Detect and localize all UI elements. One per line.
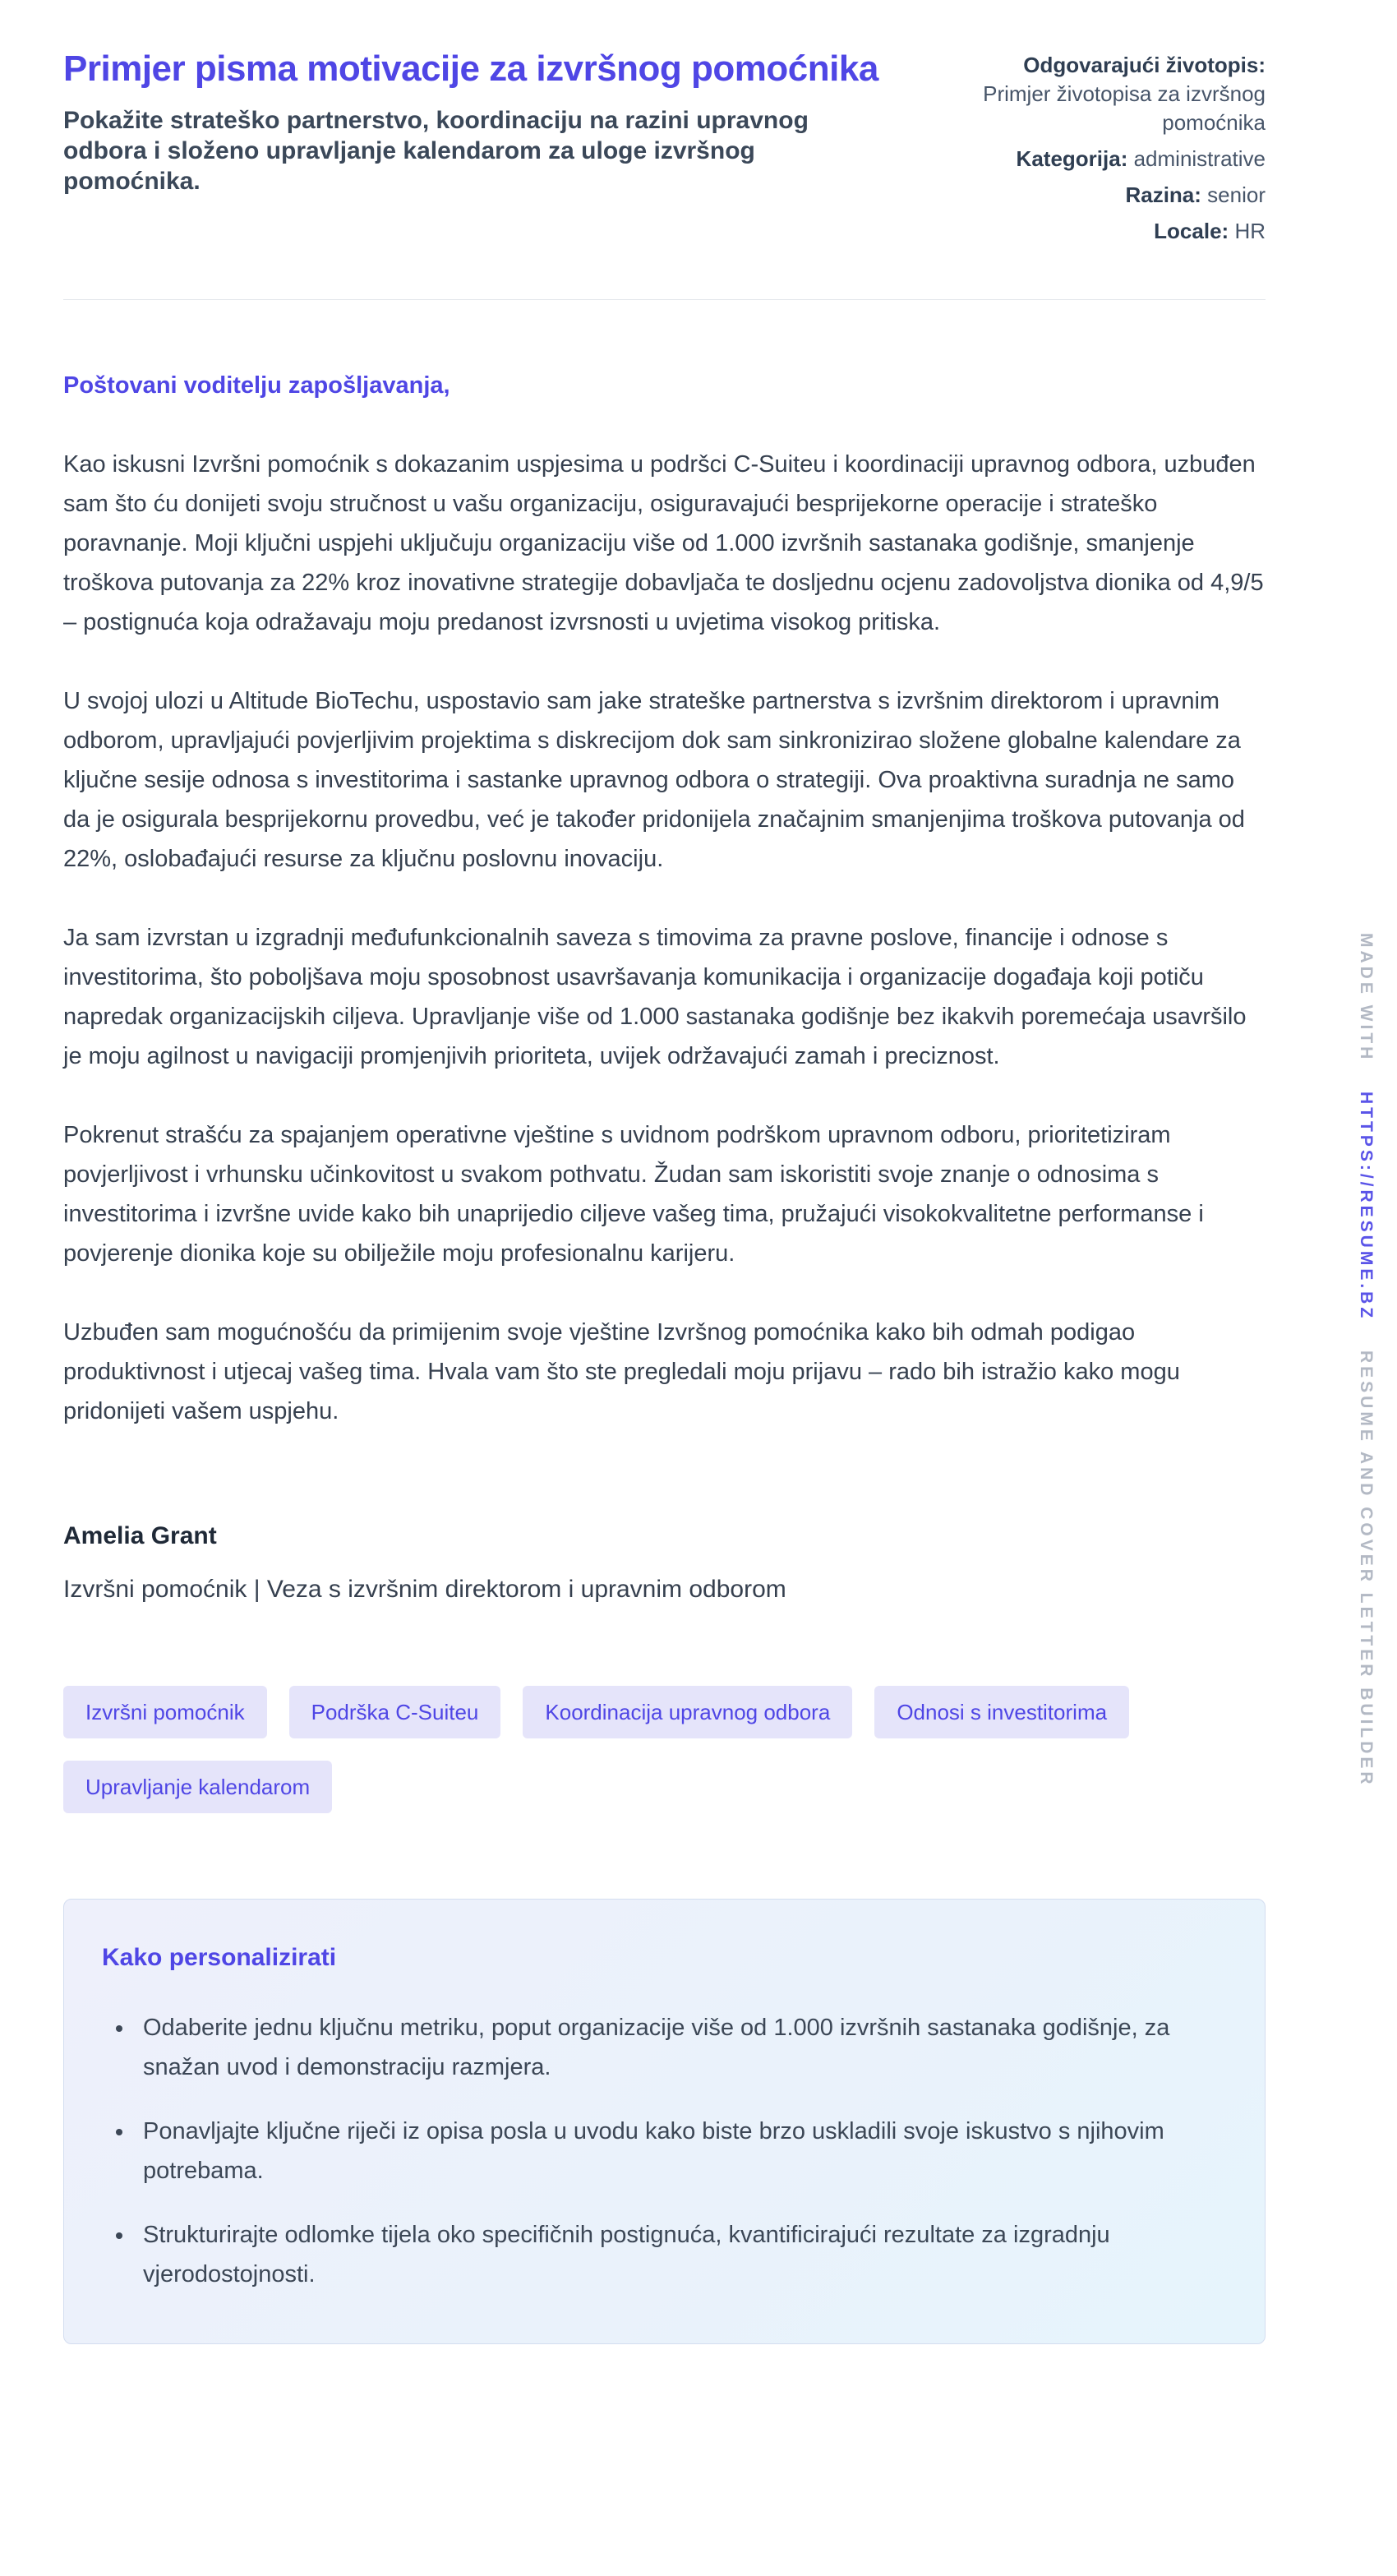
meta-locale-value: HR bbox=[1234, 219, 1266, 243]
letter-paragraph: Pokrenut strašću za spajanjem operativne vještine s uvidnom podrškom upravnom odboru, prioritetiziram povjerljivost i vrhunsku učinkovitost u svakom pothvatu. Žudan sam iskoristiti svoje znanje o odnosima s investitorima i izvršne uvide kako bih unaprijedio ciljeve vašeg tima, pružajući visokokvalitetne performanse i povjerenje dionika koje su obilježile moju profesionalnu karijeru. bbox=[63, 1122, 1204, 1267]
meta-category-value: administrative bbox=[1133, 146, 1266, 171]
tag-list bbox=[63, 1686, 1197, 1813]
tip-item: • Strukturirajte odlomke tijela oko specifičnih postignuća, kvantificirajući rezultate za izgradnju vjerodostojnosti. bbox=[135, 2215, 1227, 2294]
header-divider bbox=[63, 299, 1266, 300]
header bbox=[63, 46, 1266, 253]
signature-block bbox=[63, 1520, 1266, 1607]
signature-role: Izvršni pomoćnik | Veza s izvršnim direktorom i upravnim odborom bbox=[63, 1576, 786, 1603]
tag-chip[interactable]: Izvršni pomoćnik bbox=[63, 1686, 267, 1738]
meta-resume-link[interactable]: Primjer životopisa za izvršnog pomoćnika bbox=[983, 81, 1266, 135]
meta-resume-label: Odgovarajući životopis: bbox=[1023, 53, 1266, 77]
tip-item: • Odaberite jednu ključnu metriku, poput organizacije više od 1.000 izvršnih sastanaka godišnje, za snažan uvod i demonstraciju razmjera. bbox=[135, 2008, 1227, 2087]
meta-locale bbox=[937, 217, 1266, 246]
letter-paragraph: Kao iskusni Izvršni pomoćnik s dokazanim uspjesima u podršci C-Suiteu i koordinaciji upravnog odbora, uzbuđen sam što ću donijeti svoju stručnost u vašu organizaciju, osiguravajući besprijekorne operacije i strateško poravnanje. Moji ključni uspjehi uključuju organizaciju više od 1.000 izvršnih sastanaka godišnje, smanjenje troškova putovanja za 22% kroz inovativne strategije dobavljača te dosljednu ocjenu zadovoljstva dionika od 4,9/5 – postignuća koja odražavaju moju predanost izvrsnosti u uvjetima visokog pritiska. bbox=[63, 451, 1264, 635]
letter-paragraph: Uzbuđen sam mogućnošću da primijenim svoje vještine Izvršnog pomoćnika kako bih odmah podigao produktivnost i utjecaj vašeg tima. Hvala vam što ste pregledali moju prijavu – rado bih istražio kako mogu pridonijeti vašem uspjehu. bbox=[63, 1319, 1180, 1424]
personalization-tips-box bbox=[63, 1899, 1266, 2344]
meta-level-label: Razina: bbox=[1125, 182, 1201, 207]
page-container bbox=[63, 0, 1266, 2344]
header-meta bbox=[937, 46, 1266, 253]
tag-chip[interactable]: Koordinacija upravnog odbora bbox=[523, 1686, 852, 1738]
tips-list bbox=[102, 2008, 1227, 2294]
meta-resume bbox=[937, 51, 1266, 137]
letter-paragraph: Ja sam izvrstan u izgradnji međufunkcionalnih saveza s timovima za pravne poslove, financije i odnose s investitorima, što poboljšava moju sposobnost usavršavanja komunikacija i organizacije događaja koji potiču napredak organizacijskih ciljeva. Upravljanje više od 1.000 sastanaka godišnje bez ikakvih poremećaja usavršilo je moju agilnost u navigaciji promjenjivih prioriteta, uvijek održavajući zamah i preciznost. bbox=[63, 925, 1247, 1069]
tag-chip[interactable]: Podrška C-Suiteu bbox=[289, 1686, 501, 1738]
watermark bbox=[1356, 933, 1376, 1788]
meta-level bbox=[937, 181, 1266, 210]
salutation: Poštovani voditelju zapošljavanja, bbox=[63, 372, 450, 399]
header-left bbox=[63, 46, 904, 196]
meta-level-value: senior bbox=[1207, 182, 1266, 207]
tips-title: Kako personalizirati bbox=[102, 1944, 337, 1971]
page-subtitle: Pokažite strateško partnerstvo, koordinaciju na razini upravnog odbora i složeno upravljanje kalendarom za uloge izvršnog pomoćnika. bbox=[63, 107, 809, 195]
signature-name: Amelia Grant bbox=[63, 1522, 217, 1549]
tag-chip[interactable]: Odnosi s investitorima bbox=[874, 1686, 1129, 1738]
page-title: Primjer pisma motivacije za izvršnog pomoćnika bbox=[63, 48, 878, 89]
meta-category-label: Kategorija: bbox=[1016, 146, 1128, 171]
watermark-prefix: MADE WITH bbox=[1357, 933, 1376, 1063]
meta-locale-label: Locale: bbox=[1154, 219, 1229, 243]
watermark-suffix: RESUME AND COVER LETTER BUILDER bbox=[1357, 1350, 1376, 1788]
watermark-link[interactable]: HTTPS://RESUME.BZ bbox=[1357, 1092, 1376, 1322]
tag-chip[interactable]: Upravljanje kalendarom bbox=[63, 1761, 332, 1813]
meta-category bbox=[937, 145, 1266, 173]
cover-letter-body bbox=[63, 366, 1266, 1607]
letter-paragraph: U svojoj ulozi u Altitude BioTechu, uspostavio sam jake strateške partnerstva s izvršnim direktorom i upravnim odborom, upravljajući povjerljivim projektima s diskrecijom dok sam sinkronizirao složene globalne kalendare za ključne sesije odnosa s investitorima i sastanke upravnog odbora o strategiji. Ova proaktivna suradnja ne samo da je osigurala besprijekornu provedbu, već je također pridonijela značajnim smanjenjima troškova putovanja od 22%, oslobađajući resurse za ključnu poslovnu inovaciju. bbox=[63, 688, 1245, 872]
tip-item: • Ponavljajte ključne riječi iz opisa posla u uvodu kako biste brzo uskladili svoje iskustvo s njihovim potrebama. bbox=[135, 2112, 1227, 2191]
